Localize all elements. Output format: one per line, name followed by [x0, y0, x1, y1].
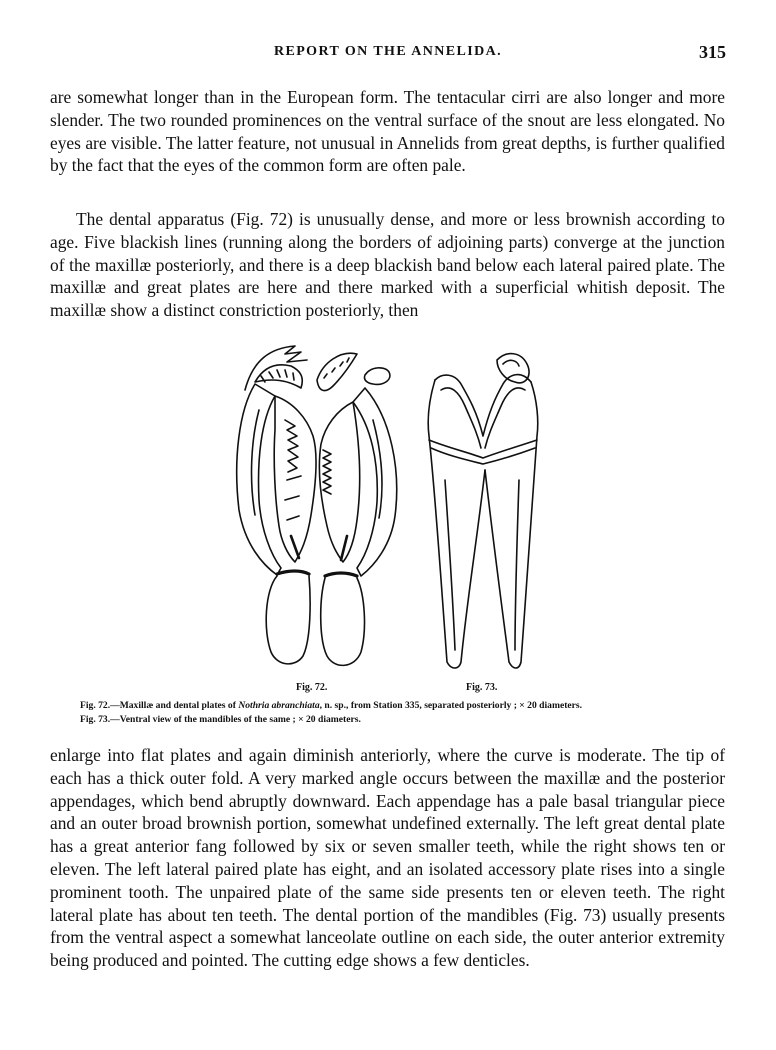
paragraph-1: are somewhat longer than in the European form. The tentacular cirri are also longer and more slender. The two rounded prominences on the ventral surface of the snout are less elongated. No eyes are visible. The latter feature, not unusual in Annelids from great depths, is further qualified by the fact that the eyes of the common form are often pale.: [50, 87, 725, 176]
caption-prefix: Fig. 72.—Maxillæ and dental plates of: [80, 700, 239, 711]
maxillae-drawing: [237, 346, 397, 665]
figure-caption-73: Fig. 73.—Ventral view of the mandibles of the same ; × 20 diameters.: [80, 714, 361, 725]
page-number: 315: [699, 42, 726, 62]
page-header: [0, 42, 776, 68]
running-title: REPORT ON THE ANNELIDA.: [273, 44, 502, 59]
caption-species: Nothria abranchiata: [238, 700, 320, 711]
paragraph-3: enlarge into flat plates and again diminish anteriorly, where the curve is moderate. The tip of each has a thick outer fold. A very marked angle occurs between the maxillæ and the posterior appendages, which bend abruptly downward. Each appendage has a pale basal triangular piece and an outer broad brownish portion, somewhat undefined externally. The left great dental plate has a great anterior fang followed by six or seven smaller teeth, while the right shows ten or eleven. The left lateral paired plate has eight, and an isolated accessory plate rises into a single prominent tooth. The unpaired plate of the same side presents ten or eleven teeth. The right lateral plate has about ten teeth. The dental portion of the mandibles (Fig. 73) usually presents from the ventral aspect a somewhat lanceolate outline on each side, the outer anterior extremity being produced and pointed. The cutting edge shows a few denticles.: [50, 745, 725, 971]
caption-suffix: , n. sp., from Station 335, separated posteriorly ; × 20 diameters.: [319, 700, 583, 711]
mandibles-drawing: [428, 354, 538, 668]
figure-caption-72: [80, 700, 582, 711]
paragraph-2: The dental apparatus (Fig. 72) is unusually dense, and more or less brownish according to age. Five blackish lines (running along the borders of adjoining parts) converge at the junction of the maxillæ posteriorly, and there is a deep blackish band below each lateral paired plate. The maxillæ and great plates are here and there marked with a superficial whitish deposit. The maxillæ show a distinct constriction posteriorly, then: [50, 209, 725, 321]
figure-illustration: [215, 340, 575, 680]
fig73-label: Fig. 73.: [466, 682, 498, 693]
fig72-label: Fig. 72.: [296, 682, 328, 693]
